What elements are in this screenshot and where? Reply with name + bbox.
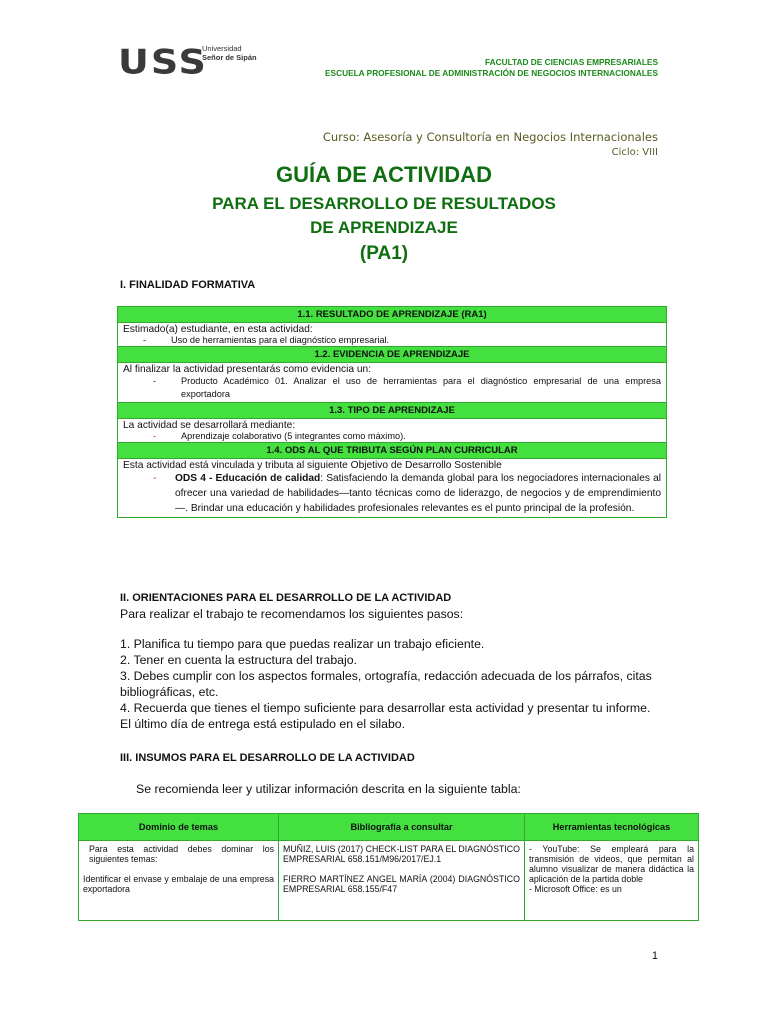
col-header-bibliography: Bibliografía a consultar — [279, 814, 525, 841]
table-header-evidence: 1.2. EVIDENCIA DE APRENDIZAJE — [118, 347, 667, 363]
ra1-item — [123, 335, 661, 345]
faculty-header — [325, 57, 658, 79]
section2-intro: Para realizar el trabajo te recomendamos los siguientes pasos: — [120, 607, 464, 621]
evidence-item — [123, 375, 661, 401]
ra1-intro: Estimado(a) estudiante, en esta actividad: — [123, 324, 313, 335]
subtitle-line3: (PA1) — [359, 243, 409, 264]
type-item-text: Aprendizaje colaborativo (5 integrantes como máximo). — [181, 431, 406, 441]
table-cell-ra1 — [118, 323, 667, 347]
logo-subtitle — [202, 44, 257, 62]
cell-topics — [79, 841, 279, 921]
table-header-type: 1.3. TIPO DE APRENDIZAJE — [118, 403, 667, 419]
evidence-dash: - — [153, 376, 157, 386]
tool-item: - Microsoft Office: es un — [529, 884, 622, 894]
tool-item: - YouTube: Se empleará para la transmisión de videos, que permitan al alumno visualizar de manera didáctica la aplicación de la partida doble — [529, 844, 694, 884]
col-header-tools: Herramientas tecnológicas — [525, 814, 699, 841]
topics-intro: Para esta actividad debes dominar los siguientes temas: — [89, 844, 274, 864]
logo-sub-line1: Universidad — [202, 44, 242, 53]
page-subtitle — [0, 192, 768, 266]
cell-tools — [525, 841, 699, 921]
ods-intro: Esta actividad está vinculada y tributa al siguiente Objetivo de Desarrollo Sostenible — [123, 460, 502, 471]
bibliography-item: MUÑIZ, LUIS (2017) CHECK-LIST PARA EL DIAGNÓSTICO EMPRESARIAL 658.151/M96/2017/EJ.1 — [283, 844, 520, 864]
type-item — [123, 431, 661, 441]
table-cell-ods — [118, 459, 667, 518]
logo-sub-line2: Señor de Sipán — [202, 53, 257, 62]
faculty-name: FACULTAD DE CIENCIAS EMPRESARIALES — [484, 57, 658, 67]
table-header-ods: 1.4. ODS AL QUE TRIBUTA SEGÚN PLAN CURRICULAR — [118, 443, 667, 459]
evidence-intro: Al finalizar la actividad presentarás como evidencia un: — [123, 364, 372, 375]
course-cycle: Ciclo: VIII — [611, 147, 658, 158]
logo-text: USS — [118, 42, 208, 82]
course-name: Curso: Asesoría y Consultoría en Negocios Internacionales — [322, 130, 658, 144]
list-item: 4. Recuerda que tienes el tiempo suficiente para desarrollar esta actividad y presentar tu informe. El último día de entrega está estipulado en el silabo. — [120, 701, 651, 731]
topics-item: Identificar el envase y embalaje de una empresa exportadora — [83, 874, 274, 894]
steps-list — [120, 636, 660, 732]
list-item: 2. Tener en cuenta la estructura del trabajo. — [120, 653, 357, 667]
table-header-ra1: 1.1. RESULTADO DE APRENDIZAJE (RA1) — [118, 307, 667, 323]
subtitle-line1: PARA EL DESARROLLO DE RESULTADOS — [212, 194, 556, 213]
table-cell-type — [118, 419, 667, 443]
course-info — [323, 129, 658, 161]
ods-description: : Satisfaciendo la demanda global para los negociadores internacionales al ofrecer una variedad de habilidades—tanto técnicas como de liderazgo, de negocios y de emprendimiento—. Brindar una educación y habilidades profesionales relevantes es el punto principal de la profesión. — [175, 473, 662, 514]
page-title: GUÍA DE ACTIVIDAD — [276, 162, 492, 187]
section3-intro: Se recomienda leer y utilizar información descrita en la siguiente tabla: — [136, 782, 521, 796]
evidence-item-text: Producto Académico 01. Analizar el uso de herramientas para el diagnóstico empresarial de una empresa exportadora — [181, 376, 661, 399]
ods-item — [123, 471, 661, 516]
section1-heading: I. FINALIDAD FORMATIVA — [120, 279, 256, 291]
section2-heading: II. ORIENTACIONES PARA EL DESARROLLO DE LA ACTIVIDAD — [120, 592, 452, 604]
ods-dash: - — [153, 473, 157, 484]
table-cell-evidence — [118, 363, 667, 403]
ra1-item-text: Uso de herramientas para el diagnóstico empresarial. — [171, 335, 390, 345]
col-header-topics: Dominio de temas — [79, 814, 279, 841]
school-name: ESCUELA PROFESIONAL DE ADMINISTRACIÓN DE NEGOCIOS INTERNACIONALES — [325, 68, 658, 78]
type-dash: - — [153, 431, 157, 441]
section3-heading: III. INSUMOS PARA EL DESARROLLO DE LA ACTIVIDAD — [120, 752, 415, 764]
bibliography-item: FIERRO MARTÍNEZ ANGEL MARÍA (2004) DIAGNÓSTICO EMPRESARIAL 658.155/F47 — [283, 874, 520, 894]
type-intro: La actividad se desarrollará mediante: — [123, 420, 296, 431]
ods-title: ODS 4 - Educación de calidad — [175, 473, 321, 484]
ra1-dash: - — [143, 335, 147, 345]
subtitle-line2: DE APRENDIZAJE — [310, 218, 458, 237]
resources-table — [78, 813, 699, 921]
cell-bibliography — [279, 841, 525, 921]
list-item: 3. Debes cumplir con los aspectos formales, ortografía, redacción adecuada de los párrafos, citas bibliográficas, etc. — [120, 669, 652, 699]
page-number: 1 — [651, 950, 658, 962]
learning-outcomes-table — [117, 306, 667, 518]
ods-item-text — [175, 471, 661, 516]
list-item: 1. Planifica tu tiempo para que puedas realizar un trabajo eficiente. — [120, 637, 485, 651]
